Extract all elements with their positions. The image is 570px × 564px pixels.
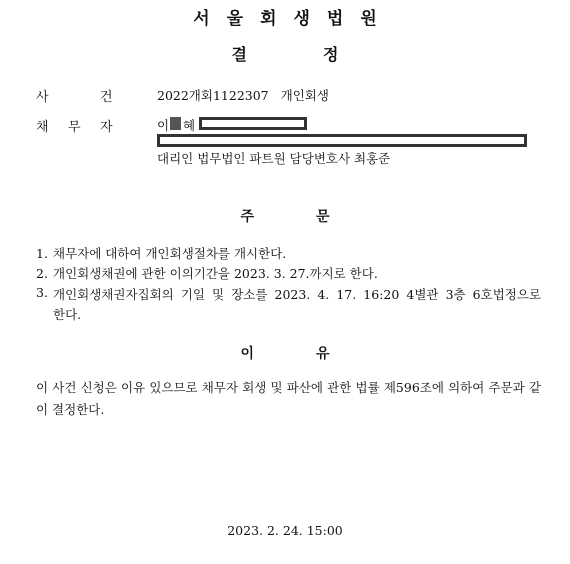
order-heading (0, 206, 570, 226)
redaction-bar (157, 134, 527, 147)
reason-heading-char-1: 이 (240, 346, 254, 362)
document-type-title (0, 42, 570, 65)
redaction-bar (199, 117, 307, 130)
debtor-name-first: 이 (157, 118, 170, 133)
order-item-text: 개인회생채권에 관한 이의기간을 2023. 3. 27.까지로 한다. (53, 266, 378, 281)
case-label-char-1: 사 (36, 90, 49, 105)
document-type-char-1: 결 (231, 45, 247, 64)
court-name: 서울회생법원 (193, 9, 394, 29)
debtor-label-char-3: 자 (100, 120, 113, 135)
case-label (36, 86, 136, 104)
order-item (36, 244, 286, 262)
case-label-char-2: 건 (100, 90, 113, 105)
order-item-continuation: 한다. (53, 307, 82, 322)
debtor-label (36, 116, 136, 134)
order-heading-char-2: 문 (316, 209, 330, 225)
reason-text: 이 사건 신청은 이유 있으므로 채무자 회생 및 파산에 관한 법률 제596조에 의하여 주문과 같이 결정한다. (36, 380, 541, 417)
redaction-block (170, 117, 181, 130)
debtor-name-last: 혜 (183, 118, 196, 133)
decision-date: 2023. 2. 24. 15:00 (227, 523, 343, 538)
debtor-label-char-2: 무 (68, 120, 81, 135)
order-item-text: 채무자에 대하여 개인회생절차를 개시한다. (53, 246, 287, 261)
representative: 대리인 법무법인 파트원 담당변호사 최홍준 (157, 151, 391, 166)
order-item-number: 1. (36, 246, 48, 261)
case-value (157, 86, 329, 104)
document-type-char-2: 정 (323, 45, 339, 64)
order-heading-char-1: 주 (240, 209, 254, 225)
order-item-text: 개인회생채권자집회의 기일 및 장소를 2023. 4. 17. 16:20 4별관 3층 6호법정으로 (53, 287, 541, 302)
order-item (36, 264, 378, 282)
case-name: 개인회생 (280, 88, 329, 103)
case-number: 2022개회1122307 (157, 88, 269, 103)
order-item-number: 3. (36, 285, 48, 300)
debtor-label-char-1: 채 (36, 120, 49, 135)
reason-heading-char-2: 유 (316, 346, 330, 362)
order-item-number: 2. (36, 266, 48, 281)
reason-heading (0, 343, 570, 363)
